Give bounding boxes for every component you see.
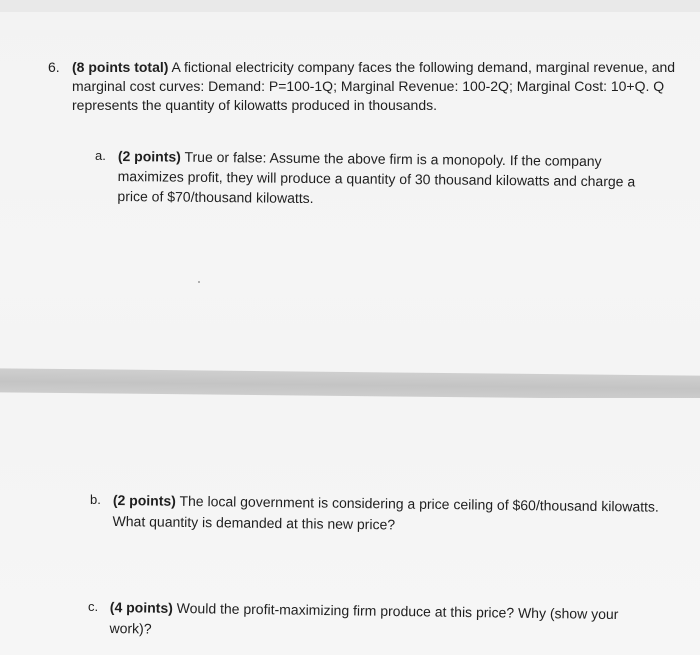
- question-points: (8 points total): [72, 59, 169, 75]
- part-a-text: [117, 146, 658, 212]
- part-a-body: True or false: Assume the above firm is a monopoly. If the company maximizes profit, they will produce a quantity of 30 thousand kilowatts and charge a price of $70/thousand kilowatts.: [117, 148, 636, 207]
- part-b-text: [112, 490, 672, 539]
- part-c-body: Would the profit-maximizing firm produce at this price? Why (show your work)?: [109, 599, 619, 637]
- speck: [198, 281, 200, 283]
- part-b-points: (2 points): [112, 491, 176, 509]
- page-divider: [0, 368, 700, 399]
- question-intro: A fictional electricity company faces the following demand, marginal revenue, and marginal cost curves: Demand: P=100-1Q; Marginal Revenue: 100-2Q; Marginal Cost: 10+Q. Q represents the quantity of kilowatts produced in thousands.: [72, 59, 676, 113]
- part-b-body: The local government is considering a price ceiling of $60/thousand kilowatts. What quantity is demanded at this new price?: [112, 492, 659, 533]
- top-edge: [0, 0, 700, 12]
- question-6-text: [72, 58, 682, 115]
- part-a-letter: a.: [95, 148, 106, 163]
- part-b-letter: b.: [90, 492, 101, 507]
- part-c-points: (4 points): [109, 598, 173, 616]
- part-c-letter: c.: [88, 599, 99, 614]
- part-c-text: [109, 597, 630, 646]
- question-number: 6.: [48, 59, 60, 75]
- part-a-points: (2 points): [117, 147, 181, 165]
